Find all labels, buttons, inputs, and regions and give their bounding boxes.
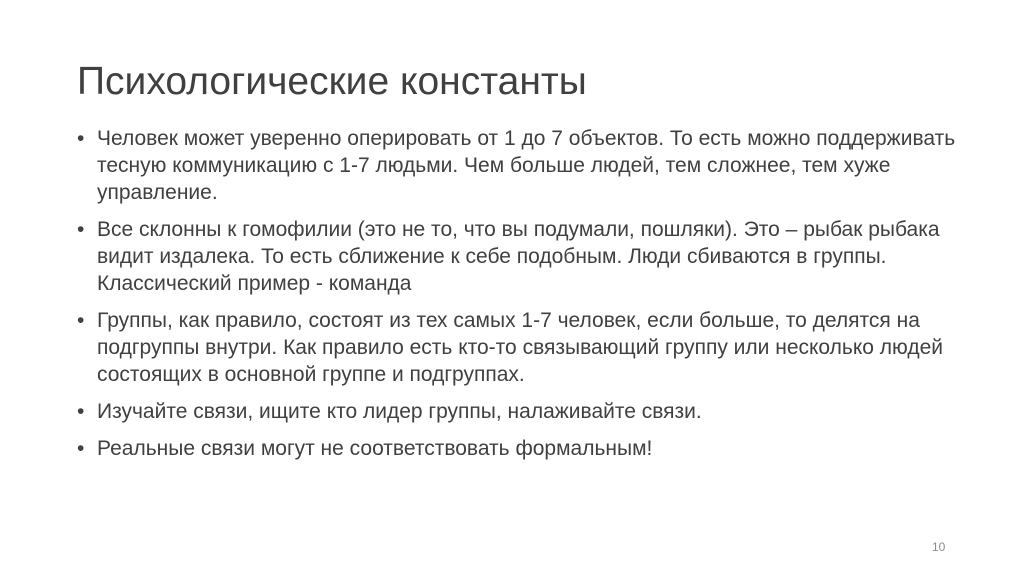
bullet-item	[77, 216, 957, 297]
bullet-text: Изучайте связи, ищите кто лидер группы, налаживайте связи.	[97, 400, 702, 423]
bullet-dot-icon: •	[77, 127, 85, 150]
bullet-item	[77, 398, 957, 425]
bullet-item	[77, 435, 957, 462]
bullet-item	[77, 125, 957, 206]
bullet-text: Реальные связи могут не соответствовать формальным!	[97, 437, 653, 460]
bullet-list	[77, 125, 957, 472]
bullet-dot-icon: •	[77, 309, 85, 332]
slide-title: Психологические константы	[77, 60, 587, 103]
bullet-text: Человек может уверенно оперировать от 1 до 7 объектов. То есть можно поддерживать тесную коммуникацию с 1-7 людьми. Чем больше людей, тем сложнее, тем хуже управление.	[97, 127, 956, 204]
bullet-dot-icon: •	[77, 400, 85, 423]
bullet-dot-icon: •	[77, 218, 85, 241]
bullet-text: Группы, как правило, состоят из тех самых 1-7 человек, если больше, то делятся на подгруппы внутри. Как правило есть кто-то связывающий группу или несколько людей состоящих в основной группе и подгруппах.	[97, 309, 943, 386]
bullet-text: Все склонны к гомофилии (это не то, что вы подумали, пошляки). Это – рыбак рыбака видит издалека. То есть сближение к себе подобным. Люди сбиваются в группы. Классический пример - команда	[97, 218, 940, 295]
page-number: 10	[932, 540, 946, 554]
bullet-item	[77, 307, 957, 388]
bullet-dot-icon: •	[77, 437, 85, 460]
